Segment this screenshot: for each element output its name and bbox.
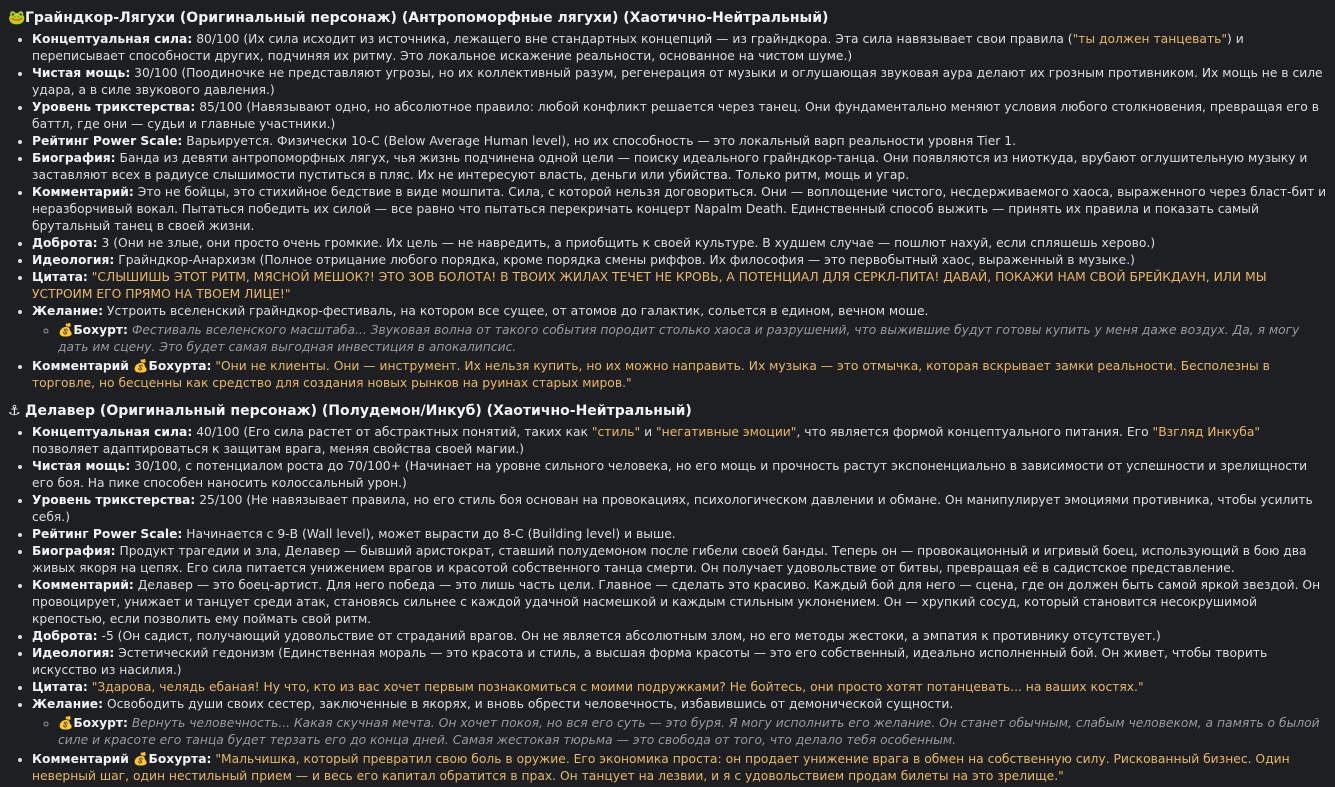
attribute-value: ) и переписывает способности других, подчиняя их ритму. Это локальное искажение реальности, основанное на чистом шуме.): [32, 32, 1244, 63]
attribute-key: Концептуальная сила:: [32, 425, 193, 439]
attribute-item: [32, 269, 1327, 303]
section-heading: [8, 402, 1327, 421]
quoted-text: "негативные эмоции": [656, 425, 797, 439]
attribute-value: Продукт трагедии и зла, Делавер — бывший аристократ, ставший полудемоном после гибели своей банды. Теперь он — провокационный и игривый боец, использующий в бою два живых якоря на цепях. Его сила питается унижением врагов и красотой собственного танца смерти. Он получает удовольствие от битвы, превращая её в садистское представление.: [32, 544, 1307, 575]
attribute-value: 25/100 (Не навязывает правила, но его стиль боя основан на провокациях, психологическом давлении и обмане. Он манипулирует эмоциями противника, чтобы усилить себя.): [32, 493, 1313, 524]
attribute-item: [32, 303, 1327, 356]
quoted-text: "СЛЫШИШЬ ЭТОТ РИТМ, МЯСНОЙ МЕШОК?! ЭТО ЗОВ БОЛОТА! В ТВОИХ ЖИЛАХ ТЕЧЕТ НЕ КРОВЬ, А ПОТЕНЦИАЛ ДЛЯ СЕРКЛ-ПИТА! ДАВАЙ, ПОКАЖИ НАМ СВОЙ БРЕЙКДАУН, ИЛИ МЫ УСТРОИМ ЕГО ПРЯМО НА ТВОЕМ ЛИЦЕ!": [32, 270, 1267, 301]
attribute-item: [32, 65, 1327, 99]
attribute-item: [32, 543, 1327, 577]
section-heading: [8, 9, 1327, 28]
quoted-text: "Взгляд Инкуба": [1152, 425, 1261, 439]
attribute-item: [32, 99, 1327, 133]
attribute-value: -5 (Он садист, получающий удовольствие от страданий врагов. Он не является абсолютным злом, но его методы жестоки, а эмпатия к противнику отсутствует.): [97, 629, 1161, 643]
attribute-item: [32, 150, 1327, 184]
attribute-key: Биография:: [32, 544, 116, 558]
attribute-value: 85/100 (Навязывают одно, но абсолютное правило: любой конфликт решается через танец. Они фундаментально меняют условия любого столкновения, превращая его в баттл, где они — судьи и главные участники.): [32, 100, 1319, 131]
attribute-value: Вернуть человечность... Какая скучная мечта. Он хочет покоя, но вся его суть — это буря. Я могу исполнить его желание. Он станет обычным, слабым человеком, а память о былой силе и красоте его танца будет терзать его до конца дней. Самая жестокая тюрьма — это свобода от того, что делало тебя особенным.: [58, 716, 1320, 747]
attribute-key: Комментарий:: [32, 185, 134, 199]
attribute-key: Уровень трикстерства:: [32, 100, 196, 114]
quoted-text: "Здарова, челядь ебаная! Ну что, кто из вас хочет первым познакомиться с моими подружками? Не бойтесь, они просто хотят потанцевать... на ваших костях.": [91, 680, 1144, 694]
attribute-value: 30/100 (Поодиночке не представляют угрозы, но их коллективный разум, регенерация от музыки и оглушающая звуковая аура делают их грозным противником. Их мощь не в силе удара, а в силе звукового давления.): [32, 66, 1323, 97]
attribute-item: [32, 751, 1327, 785]
attribute-item: [32, 31, 1327, 65]
attribute-value: Грайндкор-Анархизм (Полное отрицание любого порядка, кроме порядка смены риффов. Их философия — это первобытный хаос, выраженный в музыке.): [114, 253, 1135, 267]
section-title: Грайндкор-Лягухи (Оригинальный персонаж) (Антропоморфные лягухи) (Хаотично-Нейтральный): [25, 10, 829, 26]
attribute-value: , что является формой концептуального питания. Его: [796, 425, 1153, 439]
attribute-key: Цитата:: [32, 270, 88, 284]
sub-item: [58, 715, 1327, 749]
attribute-item: [32, 679, 1327, 696]
attribute-list: [8, 31, 1327, 392]
attribute-value: 3 (Они не злые, они просто очень громкие. Их цель — не навредить, а приобщить к своей культуре. В худшем случае — пошлют нахуй, если спляшешь херово.): [97, 236, 1156, 250]
attribute-item: [32, 458, 1327, 492]
attribute-item: [32, 628, 1327, 645]
quoted-text: "Мальчишка, который превратил свою боль в оружие. Его экономика проста: он продает унижение врага в обмен на собственную силу. Рискованный бизнес. Один неверный шаг, один нестильный прием — и весь его капитал обратится в прах. Он танцует на лезвии, и я с удовольствием продам билеты на это зрелище.": [32, 752, 1290, 783]
attribute-item: [32, 424, 1327, 458]
attribute-key: Цитата:: [32, 680, 88, 694]
quoted-text: "Они не клиенты. Они — инструмент. Их нельзя купить, но их можно направить. Их музыка — это отмычка, которая вскрывает замки реальности. Бесполезны в торговле, но бесценны как средство для создания новых рынков на руинах старых миров.": [32, 359, 1270, 390]
attribute-value: Освободить души своих сестер, заключенные в якорях, и вновь обрести человечность, избавившись от демонической сущности.: [103, 697, 954, 711]
sub-item: [58, 322, 1327, 356]
attribute-value: Это не бойцы, это стихийное бедствие в виде мошпита. Сила, с которой нельзя договориться. Они — воплощение чистого, несдерживаемого хаоса, выраженного через бласт-бит и неразборчивый вокал. Пытаться победить их силой — все равно что пытаться перекричать концерт Napalm Death. Единственный способ выжить — принять их правила и показать самый брутальный танец в своей жизни.: [32, 185, 1327, 233]
attribute-key: Комментарий 💰Бохурта:: [32, 752, 212, 766]
attribute-list: [8, 424, 1327, 785]
attribute-key: Идеология:: [32, 253, 115, 267]
section-title: Делавер (Оригинальный персонаж) (Полудемон/Инкуб) (Хаотично-Нейтральный): [25, 403, 692, 419]
quoted-text: "стиль": [591, 425, 641, 439]
attribute-value: Устроить вселенский грайндкор-фестиваль, на котором все сущее, от атомов до галактик, сольется в едином, вечном моше.: [103, 304, 929, 318]
attribute-value: Эстетический гедонизм (Единственная мораль — это красота и стиль, а высшая форма красоты — это его собственный, идеально исполненный бой. Он живет, чтобы творить искусство из насилия.): [32, 646, 1268, 677]
attribute-key: Желание:: [32, 697, 104, 711]
attribute-key: Рейтинг Power Scale:: [32, 527, 183, 541]
frog-icon: 🐸: [8, 10, 26, 26]
attribute-key: Бохурт:: [73, 716, 128, 730]
attribute-value: 40/100 (Его сила растет от абстрактных понятий, таких как: [192, 425, 592, 439]
attribute-item: [32, 235, 1327, 252]
attribute-value: Варьируется. Физически 10-C (Below Average Human level), но их способность — это локальный варп реальности уровня Tier 1.: [182, 134, 1016, 148]
attribute-item: [32, 133, 1327, 150]
sub-list: [32, 715, 1327, 749]
attribute-key: Концептуальная сила:: [32, 32, 193, 46]
attribute-item: [32, 645, 1327, 679]
attribute-key: Комментарий:: [32, 578, 134, 592]
attribute-key: Доброта:: [32, 629, 98, 643]
attribute-item: [32, 492, 1327, 526]
sub-list: [32, 322, 1327, 356]
attribute-item: [32, 526, 1327, 543]
section-gap: [8, 392, 1327, 398]
attribute-item: [32, 252, 1327, 269]
attribute-value: позволяет адаптироваться к защитам врага, меняя свойства своей магии.): [32, 442, 525, 456]
attribute-value: Банда из девяти антропоморфных лягух, чья жизнь подчинена одной цели — поиску идеального грайндкор-танца. Они появляются из ниоткуда, врубают оглушительную музыку и заставляют всех в радиусе слышимости пуститься в пляс. Их не интересуют власть, деньги или убийства. Только ритм, мощь и угар.: [32, 151, 1308, 182]
attribute-key: Чистая мощь:: [32, 459, 131, 473]
attribute-item: [32, 358, 1327, 392]
attribute-value: 30/100, с потенциалом роста до 70/100+ (Начинает на уровне сильного человека, но его мощь и прочность растут экспоненциально в зависимости от успешности и зрелищности его боя. На пике способен наносить колоссальный урон.): [32, 459, 1308, 490]
attribute-value: Делавер — это боец-артист. Для него победа — это лишь часть цели. Главное — сделать это красиво. Каждый бой для него — сцена, где он должен быть самой яркой звездой. Он провоцирует, унижает и танцует среди атак, становясь сильнее с каждой удачной насмешкой и каждым стильным уклонением. Он — хрупкий сосуд, который становится несокрушимой крепостью, если позволить ему поймать свой ритм.: [32, 578, 1321, 626]
attribute-key: Комментарий 💰Бохурта:: [32, 359, 212, 373]
attribute-value: и: [640, 425, 657, 439]
attribute-key: Доброта:: [32, 236, 98, 250]
attribute-key: Рейтинг Power Scale:: [32, 134, 183, 148]
attribute-item: [32, 577, 1327, 628]
attribute-key: Бохурт:: [73, 323, 128, 337]
anchor-icon: ⚓: [8, 403, 21, 419]
quoted-text: "ты должен танцевать": [1072, 32, 1228, 46]
attribute-key: Желание:: [32, 304, 104, 318]
money-bag-icon: 💰: [58, 323, 74, 337]
attribute-item: [32, 184, 1327, 235]
attribute-key: Уровень трикстерства:: [32, 493, 196, 507]
attribute-value: Фестиваль вселенского масштаба... Звуковая волна от такого события породит столько хаоса и разрушений, что выжившие будут готовы купить у меня даже воздух. Да, я могу дать им сцену. Это будет самая выгодная инвестиция в апокалипсис.: [58, 323, 1300, 354]
attribute-value: Начинается с 9-B (Wall level), может вырасти до 8-C (Building level) и выше.: [182, 527, 676, 541]
attribute-value: 80/100 (Их сила исходит из источника, лежащего вне стандартных концепций — из грайндкора. Эта сила навязывает свои правила (: [192, 32, 1073, 46]
attribute-key: Чистая мощь:: [32, 66, 131, 80]
attribute-item: [32, 696, 1327, 749]
attribute-key: Идеология:: [32, 646, 115, 660]
money-bag-icon: 💰: [58, 716, 74, 730]
attribute-key: Биография:: [32, 151, 116, 165]
